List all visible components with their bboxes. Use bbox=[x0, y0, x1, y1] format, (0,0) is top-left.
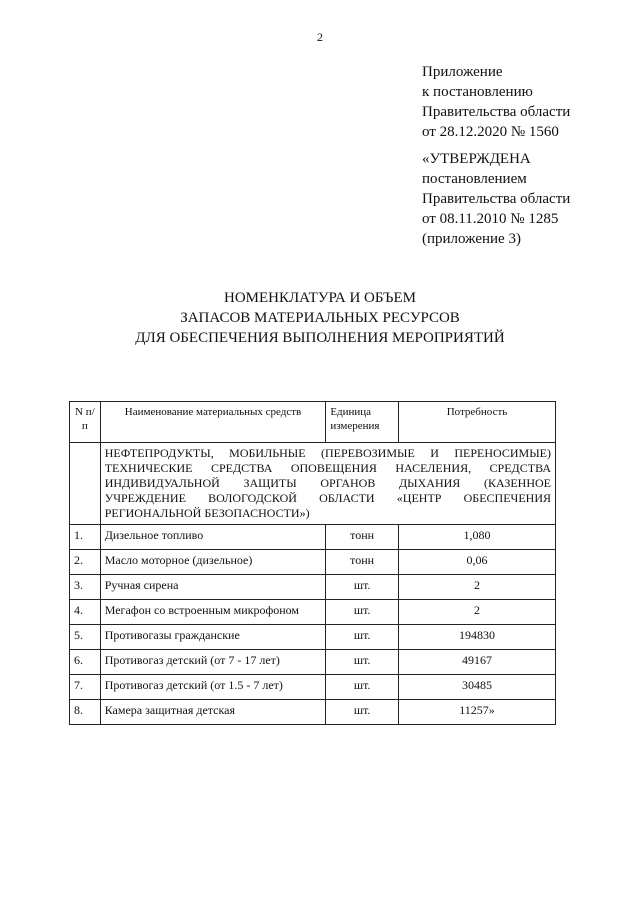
section-row bbox=[70, 443, 556, 525]
cell-name: Масло моторное (дизельное) bbox=[100, 550, 326, 575]
appendix-line: Правительства области bbox=[422, 104, 571, 120]
section-title: НЕФТЕПРОДУКТЫ, МОБИЛЬНЫЕ (ПЕРЕВОЗИМЫЕ И ПЕРЕНОСИМЫЕ) ТЕХНИЧЕСКИЕ СРЕДСТВА ОПОВЕЩЕНИЯ НАСЕЛЕНИЯ, СРЕДСТВА ИНДИВИДУАЛЬНОЙ ЗАЩИТЫ ОРГАНОВ ДЫХАНИЯ (КАЗЕННОЕ УЧРЕЖДЕНИЕ ВОЛОГОДСКОЙ ОБЛАСТИ «ЦЕНТР ОБЕСПЕЧЕНИЯ РЕГИОНАЛЬНОЙ БЕЗОПАСНОСТИ») bbox=[100, 443, 555, 525]
approved-line: Правительства области bbox=[422, 191, 571, 207]
cell-unit: шт. bbox=[326, 650, 399, 675]
title-line: НОМЕНКЛАТУРА И ОБЪЕМ bbox=[223, 290, 417, 306]
table-row bbox=[70, 600, 556, 625]
cell-need: 2 bbox=[398, 575, 555, 600]
cell-num: 3. bbox=[70, 575, 101, 600]
appendix-line: Приложение bbox=[422, 64, 503, 80]
cell-name: Противогазы гражданские bbox=[100, 625, 326, 650]
cell-unit: шт. bbox=[326, 575, 399, 600]
approved-block bbox=[422, 149, 570, 249]
cell-name: Противогаз детский (от 1.5 - 7 лет) bbox=[100, 675, 326, 700]
title-line: ЗАПАСОВ МАТЕРИАЛЬНЫХ РЕСУРСОВ bbox=[180, 310, 460, 326]
document-title bbox=[0, 288, 640, 348]
title-line: ДЛЯ ОБЕСПЕЧЕНИЯ ВЫПОЛНЕНИЯ МЕРОПРИЯТИЙ bbox=[135, 330, 505, 346]
approved-line: постановлением bbox=[422, 171, 527, 187]
appendix-block bbox=[422, 62, 570, 142]
table-row bbox=[70, 675, 556, 700]
resources-table bbox=[69, 401, 556, 725]
cell-name: Мегафон со встроенным микрофоном bbox=[100, 600, 326, 625]
header-need: Потребность bbox=[398, 402, 555, 443]
header-num: N п/п bbox=[70, 402, 101, 443]
cell-num: 4. bbox=[70, 600, 101, 625]
cell-num: 5. bbox=[70, 625, 101, 650]
approved-line: (приложение 3) bbox=[422, 231, 521, 247]
approved-line: от 08.11.2010 № 1285 bbox=[422, 211, 559, 227]
cell-unit: шт. bbox=[326, 600, 399, 625]
section-num-cell bbox=[70, 443, 101, 525]
header-unit: Единица измерения bbox=[326, 402, 399, 443]
cell-num: 8. bbox=[70, 700, 101, 725]
cell-num: 2. bbox=[70, 550, 101, 575]
table-row bbox=[70, 650, 556, 675]
header-name: Наименование материальных средств bbox=[100, 402, 326, 443]
cell-need: 194830 bbox=[398, 625, 555, 650]
table-row bbox=[70, 575, 556, 600]
cell-num: 6. bbox=[70, 650, 101, 675]
cell-unit: тонн bbox=[326, 550, 399, 575]
table-row bbox=[70, 550, 556, 575]
cell-unit: шт. bbox=[326, 625, 399, 650]
cell-need: 2 bbox=[398, 600, 555, 625]
cell-num: 1. bbox=[70, 525, 101, 550]
cell-need: 11257» bbox=[398, 700, 555, 725]
table-row bbox=[70, 700, 556, 725]
cell-need: 30485 bbox=[398, 675, 555, 700]
cell-need: 0,06 bbox=[398, 550, 555, 575]
page-number: 2 bbox=[317, 30, 323, 44]
table-row bbox=[70, 625, 556, 650]
cell-unit: шт. bbox=[326, 700, 399, 725]
appendix-line: от 28.12.2020 № 1560 bbox=[422, 124, 559, 140]
cell-unit: шт. bbox=[326, 675, 399, 700]
cell-need: 1,080 bbox=[398, 525, 555, 550]
cell-name: Камера защитная детская bbox=[100, 700, 326, 725]
cell-name: Ручная сирена bbox=[100, 575, 326, 600]
table-row bbox=[70, 525, 556, 550]
appendix-line: к постановлению bbox=[422, 84, 533, 100]
cell-unit: тонн bbox=[326, 525, 399, 550]
table-header-row bbox=[70, 402, 556, 443]
cell-need: 49167 bbox=[398, 650, 555, 675]
cell-name: Противогаз детский (от 7 - 17 лет) bbox=[100, 650, 326, 675]
cell-name: Дизельное топливо bbox=[100, 525, 326, 550]
cell-num: 7. bbox=[70, 675, 101, 700]
approved-line: «УТВЕРЖДЕНА bbox=[422, 151, 531, 167]
